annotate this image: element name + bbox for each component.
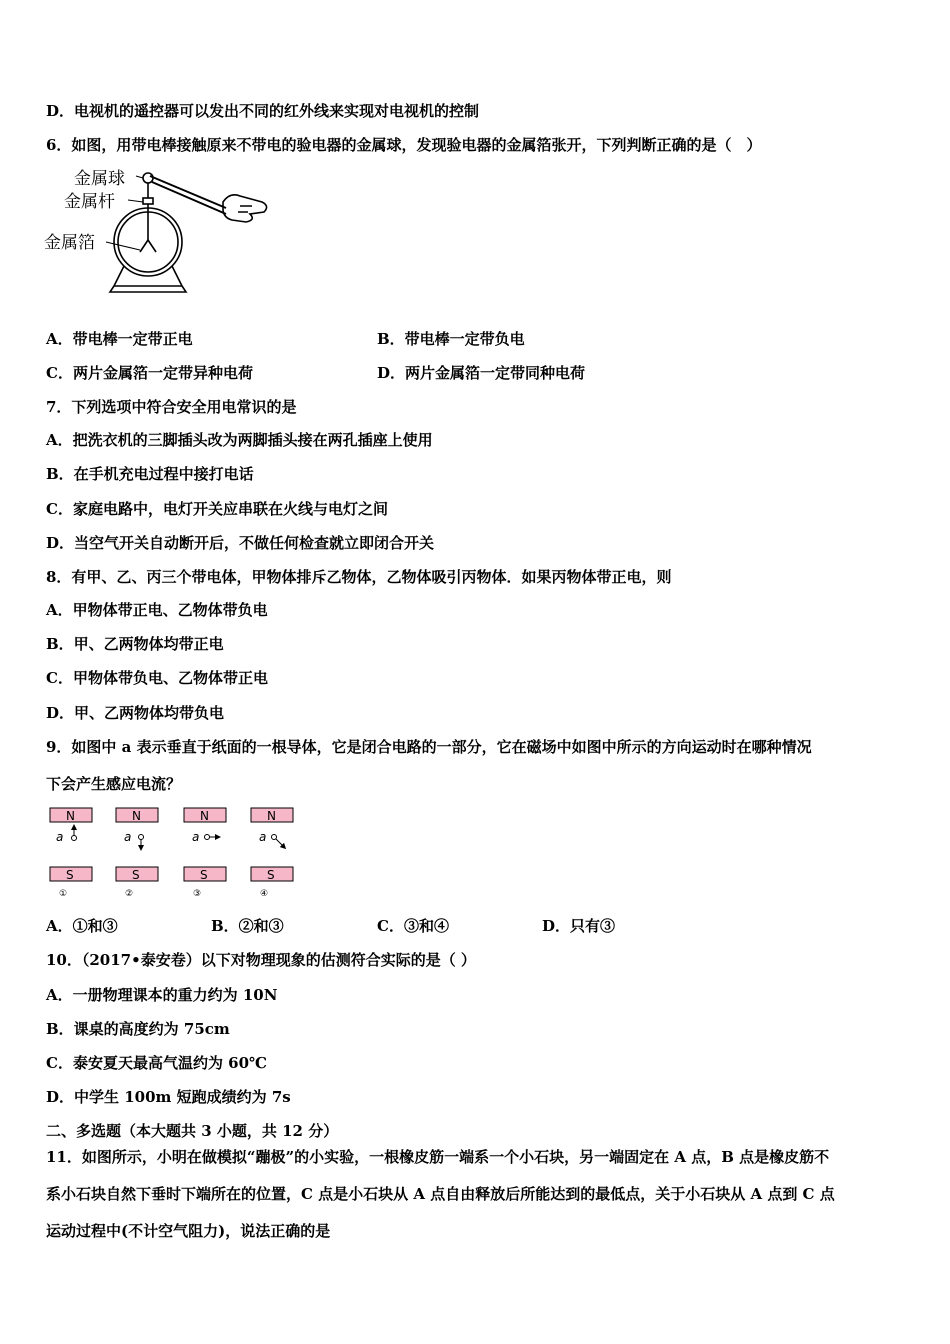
diagram-number-1: ①	[59, 889, 68, 899]
q9-option-c: C．③和④	[377, 917, 449, 935]
conductor-label: a	[259, 830, 267, 844]
magnet-diagram-1	[50, 808, 92, 899]
south-pole-label: S	[132, 868, 140, 882]
label-metal-foil: 金属箔	[44, 233, 95, 253]
q7-option-c: C．家庭电路中，电灯开关应串联在火线与电灯之间	[46, 500, 388, 518]
q9-question-line2: 下会产生感应电流？	[46, 775, 182, 793]
q11-question-line1: 11．如图所示，小明在做模拟“蹦极”的小实验，一根橡皮筋一端系一个小石块，另一端固定在 A 点，B 点是橡皮筋不	[46, 1148, 830, 1166]
q8-option-d: D．甲、乙两物体均带负电	[46, 704, 225, 722]
q8-option-a: A．甲物体带正电、乙物体带负电	[46, 601, 268, 619]
magnet-diagram-2	[116, 808, 158, 899]
q5-option-d: D．电视机的遥控器可以发出不同的红外线来实现对电视机的控制	[46, 102, 480, 120]
north-pole-label: N	[66, 809, 75, 823]
south-pole-label: S	[267, 868, 275, 882]
magnet-diagram-3	[184, 808, 226, 899]
diagram-number-2: ②	[125, 889, 134, 899]
q8-option-b: B．甲、乙两物体均带正电	[46, 635, 224, 653]
q6-option-a: A．带电棒一定带正电	[46, 330, 193, 348]
magnet-diagram-4	[251, 808, 293, 899]
q6-option-d: D．两片金属箔一定带同种电荷	[377, 364, 586, 382]
q7-option-b: B．在手机充电过程中接打电话	[46, 465, 254, 483]
conductor-label: a	[56, 830, 64, 844]
q11-question-line3: 运动过程中(不计空气阻力)，说法正确的是	[46, 1222, 331, 1240]
label-metal-ball: 金属球	[74, 169, 125, 189]
q6-question: 6．如图，用带电棒接触原来不带电的验电器的金属球，发现验电器的金属箔张开，下列判断正确的是（ ）	[46, 136, 762, 154]
north-pole-label: N	[267, 809, 276, 823]
q7-option-a: A．把洗衣机的三脚插头改为两脚插头接在两孔插座上使用	[46, 431, 433, 449]
electroscope-figure	[40, 162, 280, 302]
q7-option-d: D．当空气开关自动断开后，不做任何检查就立即闭合开关	[46, 534, 435, 552]
q10-option-c: C．泰安夏天最高气温约为 60℃	[46, 1054, 268, 1072]
q8-question: 8．有甲、乙、丙三个带电体，甲物体排斥乙物体，乙物体吸引丙物体．如果丙物体带正电，则	[46, 568, 672, 586]
magnet-diagrams	[44, 806, 304, 902]
north-pole-label: N	[200, 809, 209, 823]
q9-question-line1: 9．如图中 a 表示垂直于纸面的一根导体，它是闭合电路的一部分，它在磁场中如图中所示的方向运动时在哪种情况	[46, 738, 812, 756]
q9-option-a: A．①和③	[46, 917, 118, 935]
conductor-label: a	[124, 830, 132, 844]
diagram-number-3: ③	[193, 889, 202, 899]
q11-question-line2: 系小石块自然下垂时下端所在的位置，C 点是小石块从 A 点自由释放后所能达到的最低点，关于小石块从 A 点到 C 点	[46, 1185, 835, 1203]
q10-option-b: B．课桌的高度约为 75cm	[46, 1020, 230, 1038]
diagram-number-4: ④	[260, 889, 269, 899]
q9-option-b: B．②和③	[211, 917, 284, 935]
q10-option-d: D．中学生 100m 短跑成绩约为 7s	[46, 1088, 291, 1106]
q6-option-b: B．带电棒一定带负电	[377, 330, 525, 348]
q10-question: 10．（2017•泰安卷）以下对物理现象的估测符合实际的是（ ）	[46, 951, 476, 969]
q9-option-d: D．只有③	[542, 917, 616, 935]
q6-option-c: C．两片金属箔一定带异种电荷	[46, 364, 253, 382]
q8-option-c: C．甲物体带负电、乙物体带正电	[46, 669, 268, 687]
label-metal-rod: 金属杆	[64, 192, 115, 212]
north-pole-label: N	[132, 809, 141, 823]
south-pole-label: S	[200, 868, 208, 882]
conductor-label: a	[192, 830, 200, 844]
q7-question: 7．下列选项中符合安全用电常识的是	[46, 398, 297, 416]
south-pole-label: S	[66, 868, 74, 882]
section-2-heading: 二、多选题（本大题共 3 小题，共 12 分）	[46, 1122, 339, 1140]
motion-arrow-down-right	[276, 839, 284, 847]
q10-option-a: A．一册物理课本的重力约为 10N	[46, 986, 278, 1004]
